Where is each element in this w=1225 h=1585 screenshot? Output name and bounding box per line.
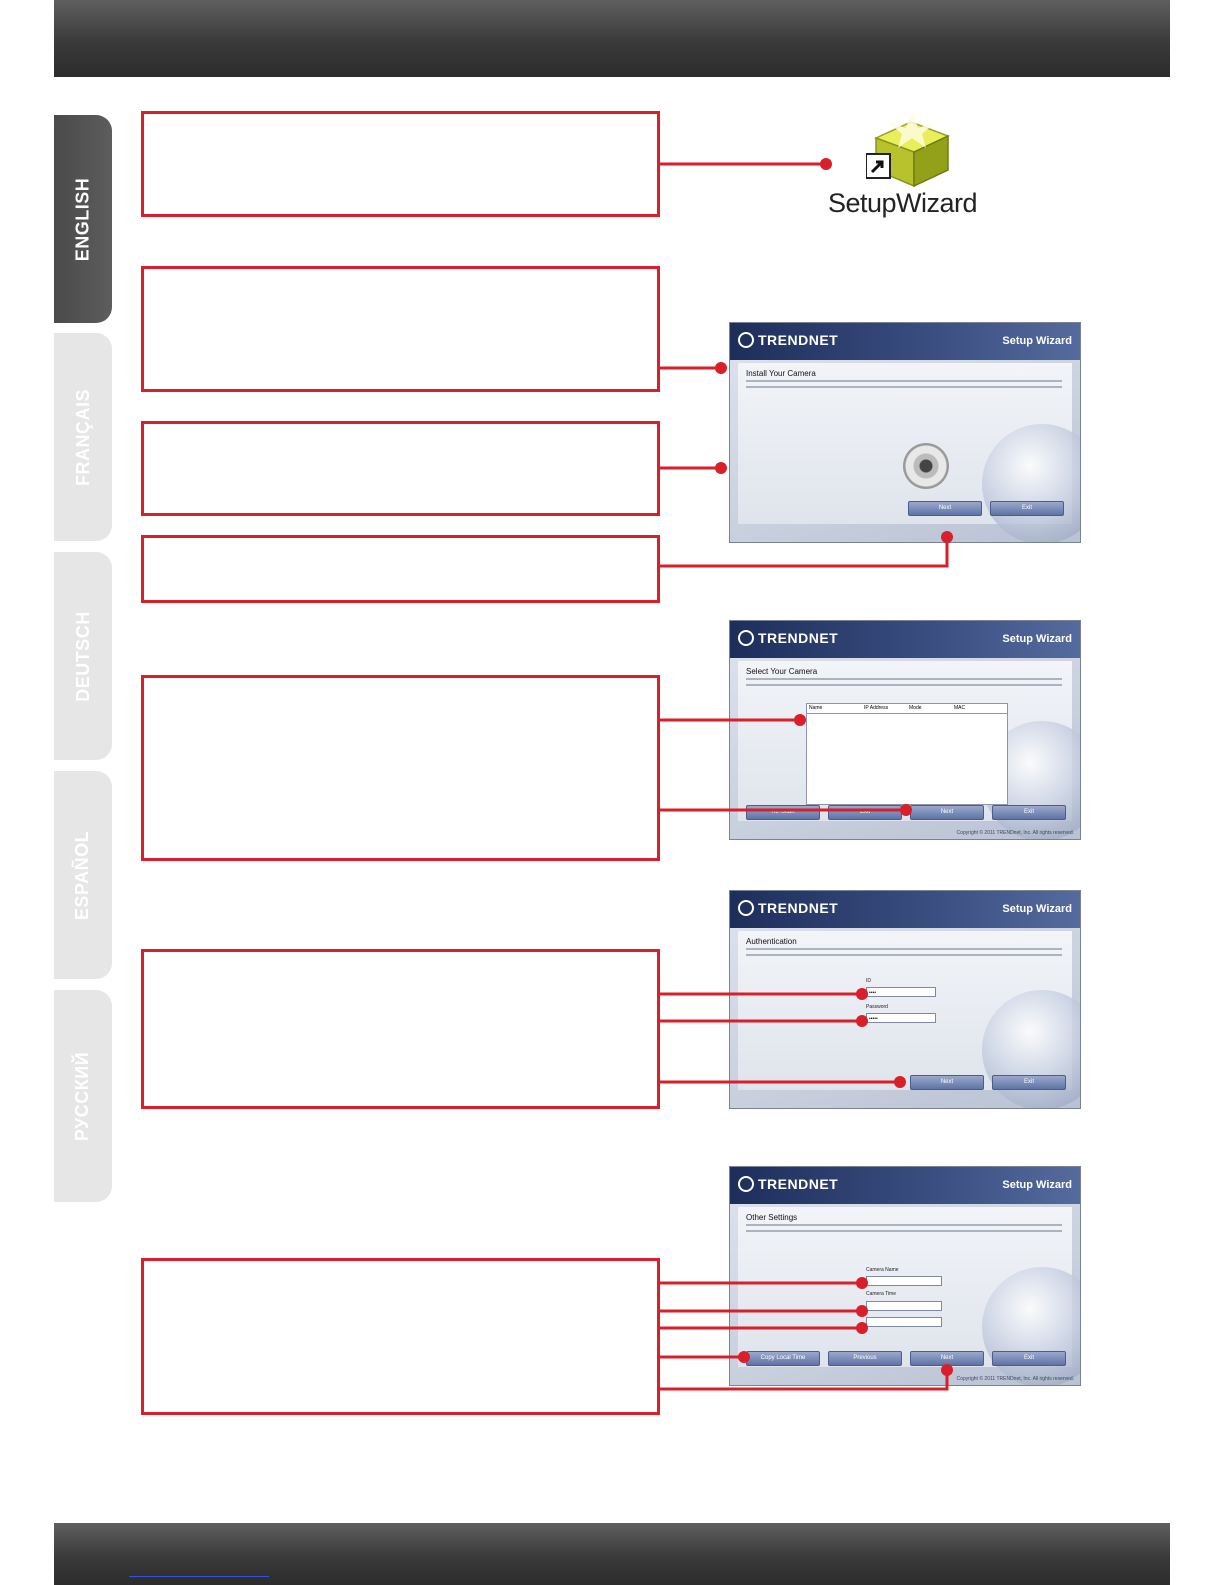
- tab-francais[interactable]: FRANÇAIS: [54, 333, 112, 541]
- tab-russian[interactable]: РУССКИЙ: [54, 990, 112, 1202]
- id-field[interactable]: ••••: [866, 987, 936, 997]
- camera-list-table[interactable]: Name IP Address Mode MAC: [806, 703, 1008, 805]
- exit-button[interactable]: Exit: [990, 501, 1064, 516]
- next-button[interactable]: Next: [908, 501, 982, 516]
- rescan-button[interactable]: Re-Scan: [746, 805, 820, 820]
- wizard-auth-screenshot: TRENDNET Setup Wizard Authentication ID •••• Password ••••• Next Exit: [729, 890, 1081, 1109]
- tab-espanol[interactable]: ESPAÑOL: [54, 771, 112, 979]
- next-button[interactable]: Next: [910, 1075, 984, 1090]
- next-button[interactable]: Next: [910, 1351, 984, 1366]
- tab-english[interactable]: ENGLISH: [54, 115, 112, 323]
- wizard-other-screenshot: TRENDNET Setup Wizard Other Settings Camera Name Camera Time Copy Local Time Previous Next Exit Copyright © 2011 TRENDnet, Inc. All rights reserved.: [729, 1166, 1081, 1386]
- wizard-install-screenshot: TRENDNET Setup Wizard Install Your Camera Next Exit: [729, 322, 1081, 543]
- tab-deutsch[interactable]: DEUTSCH: [54, 552, 112, 760]
- next-button[interactable]: Next: [910, 805, 984, 820]
- exit-button[interactable]: Exit: [992, 805, 1066, 820]
- exit-button[interactable]: Exit: [992, 1075, 1066, 1090]
- footer-link-underline[interactable]: [129, 1576, 269, 1577]
- exit-button[interactable]: Exit: [828, 805, 902, 820]
- copy-local-time-button[interactable]: Copy Local Time: [746, 1351, 820, 1366]
- wizard-select-screenshot: TRENDNET Setup Wizard Select Your Camera Name IP Address Mode MAC Re-Scan Exit Next Exit Copyright © 2011 TRENDnet, Inc. All rights reserved.: [729, 620, 1081, 840]
- setup-wizard-label: SetupWizard: [828, 188, 978, 218]
- exit-button[interactable]: Exit: [992, 1351, 1066, 1366]
- previous-button[interactable]: Previous: [828, 1351, 902, 1366]
- password-field[interactable]: •••••: [866, 1013, 936, 1023]
